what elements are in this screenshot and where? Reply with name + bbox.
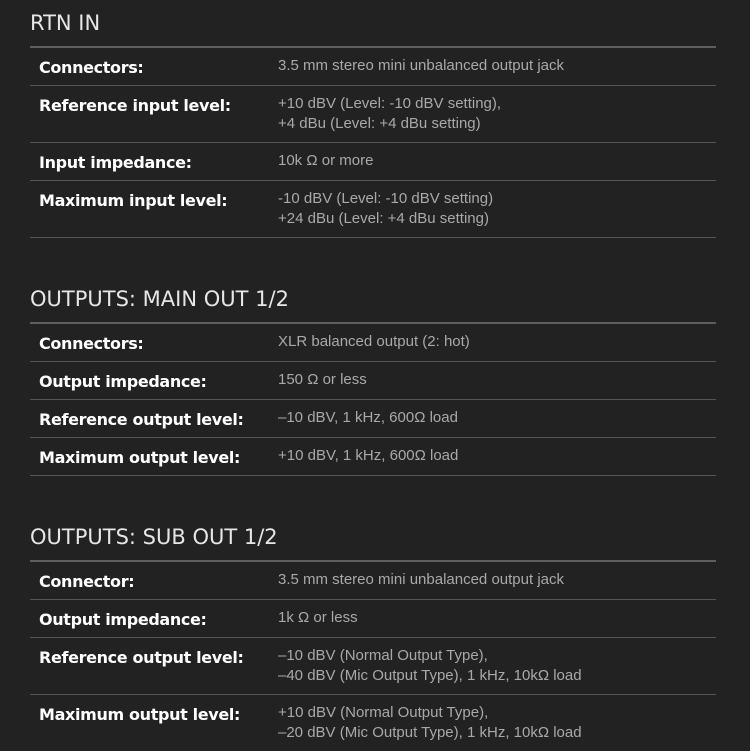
spec-row: [30, 695, 716, 751]
spec-table: [30, 46, 716, 238]
spec-value: [278, 646, 708, 686]
spec-value-line: 3.5 mm stereo mini unbalanced output jack: [278, 571, 564, 588]
spec-row: [30, 143, 716, 181]
spec-value-line: –40 dBV (Mic Output Type), 1 kHz, 10kΩ load: [278, 667, 582, 684]
spec-label: Input impedance:: [39, 153, 192, 172]
spec-label: Connectors:: [39, 58, 144, 77]
spec-row: [30, 562, 716, 600]
spec-value: [278, 56, 708, 76]
spec-value: [278, 151, 708, 171]
section-title: OUTPUTS: MAIN OUT 1/2: [30, 287, 289, 311]
spec-value-line: +4 dBu (Level: +4 dBu setting): [278, 115, 481, 132]
spec-value-line: +24 dBu (Level: +4 dBu setting): [278, 210, 489, 227]
spec-value-line: +10 dBV, 1 kHz, 600Ω load: [278, 447, 459, 464]
section-title: RTN IN: [30, 11, 101, 35]
spec-value: [278, 608, 708, 628]
spec-row: [30, 362, 716, 400]
spec-label: Output impedance:: [39, 372, 207, 391]
spec-label: Connectors:: [39, 334, 144, 353]
spec-label: Maximum input level:: [39, 191, 228, 210]
spec-value-line: 3.5 mm stereo mini unbalanced output jack: [278, 57, 564, 74]
spec-row: [30, 324, 716, 362]
spec-value: [278, 703, 708, 743]
spec-value: [278, 332, 708, 352]
spec-label: Reference input level:: [39, 96, 231, 115]
spec-label: Maximum output level:: [39, 705, 241, 724]
spec-table: [30, 322, 716, 476]
spec-label: Maximum output level:: [39, 448, 241, 467]
spec-row: [30, 638, 716, 695]
spec-value: [278, 408, 708, 428]
spec-value-line: -10 dBV (Level: -10 dBV setting): [278, 190, 494, 207]
spec-label: Output impedance:: [39, 610, 207, 629]
spec-table: [30, 560, 716, 751]
spec-label: Reference output level:: [39, 410, 244, 429]
spec-row: [30, 400, 716, 438]
spec-value: [278, 446, 708, 466]
spec-value-line: –20 dBV (Mic Output Type), 1 kHz, 10kΩ load: [278, 724, 582, 741]
spec-value-line: –10 dBV, 1 kHz, 600Ω load: [278, 409, 458, 426]
spec-label: Connector:: [39, 572, 135, 591]
spec-row: [30, 438, 716, 476]
spec-value: [278, 370, 708, 390]
spec-value-line: 10k Ω or more: [278, 152, 374, 169]
spec-row: [30, 600, 716, 638]
spec-row: [30, 48, 716, 86]
spec-value: [278, 189, 708, 229]
spec-value-line: XLR balanced output (2: hot): [278, 333, 470, 350]
spec-value: [278, 94, 708, 134]
spec-value: [278, 570, 708, 590]
spec-value-line: 1k Ω or less: [278, 609, 358, 626]
spec-row: [30, 181, 716, 238]
spec-value-line: –10 dBV (Normal Output Type),: [278, 647, 488, 664]
spec-value-line: +10 dBV (Normal Output Type),: [278, 704, 489, 721]
spec-value-line: 150 Ω or less: [278, 371, 367, 388]
spec-value-line: +10 dBV (Level: -10 dBV setting),: [278, 95, 502, 112]
spec-row: [30, 86, 716, 143]
section-title: OUTPUTS: SUB OUT 1/2: [30, 525, 278, 549]
spec-label: Reference output level:: [39, 648, 244, 667]
